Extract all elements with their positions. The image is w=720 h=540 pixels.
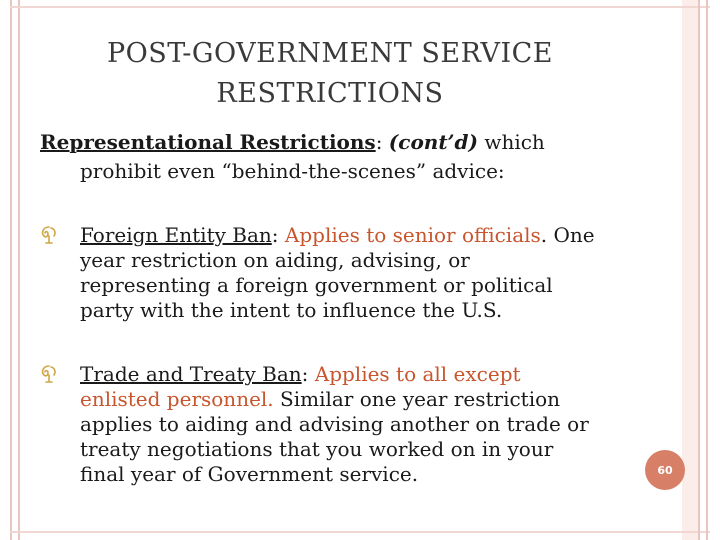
bullet-after-highlight: . (540, 223, 548, 247)
page-number: 60 (657, 463, 673, 477)
frame-shade (682, 0, 698, 540)
slide-title-line-1: POST-GOVERNMENT SERVICE (106, 38, 554, 69)
intro-paragraph (40, 128, 640, 186)
bullet-foreign-entity-ban (40, 223, 600, 323)
bullet-text (40, 362, 600, 487)
frame-line-right-inner (698, 0, 700, 540)
slide-title (40, 34, 620, 114)
bullet-highlight: Applies to all except enlisted personnel. (80, 362, 521, 411)
frame-line-top (10, 6, 710, 8)
frame-line-left-outer (10, 0, 12, 540)
intro-heading: Representational Restrictions (40, 130, 376, 154)
frame-line-left-inner (18, 0, 20, 540)
intro-line-2: prohibit even “behind-the-scenes” advice: (80, 159, 505, 183)
bullet-colon: : (271, 223, 285, 247)
bullet-highlight: Applies to senior officials (284, 223, 541, 247)
bullet-text (40, 223, 600, 323)
intro-colon: : (375, 130, 389, 154)
intro-rest: which (477, 130, 545, 154)
bullet-body: Similar one year restriction applies to aiding and advising another on trade or treaty negotiations that you worked on in your final year of Government service. (80, 387, 589, 486)
frame-line-bottom (10, 531, 710, 533)
bullet-label: Trade and Treaty Ban (80, 362, 302, 386)
frame-line-right-outer (706, 0, 708, 540)
fleuron-icon (40, 364, 58, 384)
bullet-body: One year restriction on aiding, advising, or representing a foreign government or political party with the intent to influence the U.S. (80, 223, 595, 322)
slide-title-line-2: RESTRICTIONS (216, 78, 444, 109)
intro-cont: (cont’d) (388, 130, 478, 154)
bullet-trade-treaty-ban (40, 362, 600, 487)
bullet-label: Foreign Entity Ban (80, 223, 272, 247)
fleuron-icon (40, 225, 58, 245)
bullet-colon: : (301, 362, 315, 386)
page-number-badge (645, 450, 685, 490)
